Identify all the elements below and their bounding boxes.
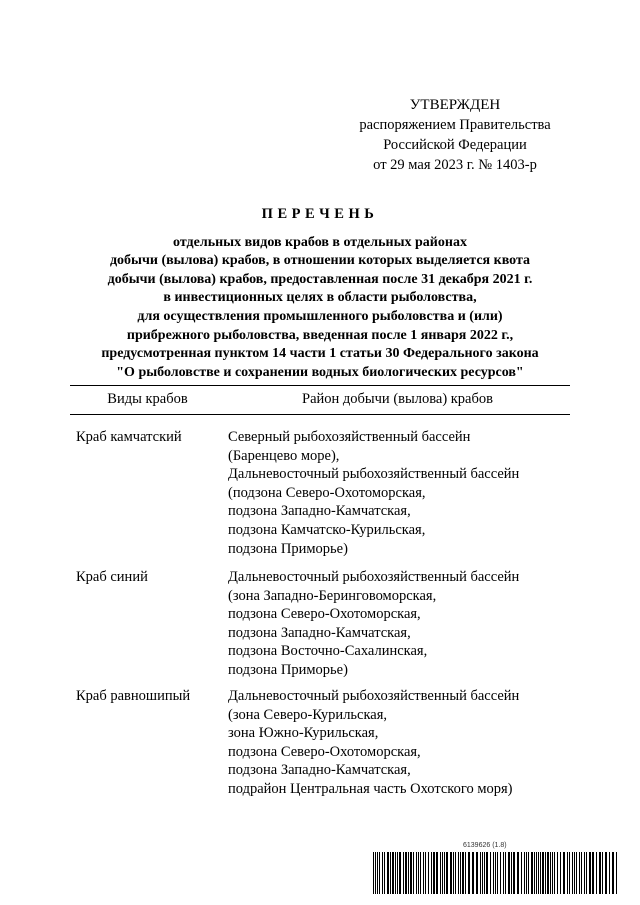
barcode-bar [446, 852, 448, 894]
species-name: Краб равношипый [76, 688, 191, 704]
barcode-bar [508, 852, 510, 894]
region-cell [228, 428, 573, 558]
barcode-bar [397, 852, 398, 894]
barcode-bar [517, 852, 519, 894]
barcode-bar [534, 852, 535, 894]
barcode-bar [528, 852, 529, 894]
barcode-bar [540, 852, 541, 894]
barcode-bar [472, 852, 474, 894]
barcode-bar [395, 852, 396, 894]
header-line: добычи (вылова) крабов, предоставленная после 31 декабря 2021 г. [107, 271, 533, 287]
region-line: Дальневосточный рыбохозяйственный бассейн [228, 688, 520, 704]
barcode-bar [410, 852, 412, 894]
barcode-bar [495, 852, 496, 894]
barcode-bar [423, 852, 424, 894]
barcode-bar [574, 852, 575, 894]
barcode-bar [403, 852, 404, 894]
region-line: подзона Западно-Камчатская, [228, 762, 411, 779]
barcode-bar [545, 852, 546, 894]
barcode-bar [599, 852, 601, 894]
header-line: в инвестиционных целях в области рыболовства, [163, 290, 477, 306]
barcode-image [372, 852, 618, 894]
barcode-bar [521, 852, 522, 894]
barcode-bar [557, 852, 558, 894]
barcode-bar [609, 852, 610, 894]
document-header [60, 205, 580, 382]
barcode-bar [503, 852, 504, 894]
table-header [70, 385, 570, 415]
barcode-bar [497, 852, 498, 894]
barcode-bar [554, 852, 555, 894]
header-line: добычи (вылова) крабов, в отношении которых выделяется квота [109, 253, 531, 269]
region-cell [228, 568, 573, 680]
barcode-bar [493, 852, 494, 894]
region-cell [228, 687, 573, 799]
barcode-bar [450, 852, 452, 894]
column-header-region: Район добычи (вылова) крабов [302, 391, 493, 407]
barcode-bar [425, 852, 426, 894]
region-line: Дальневосточный рыбохозяйственный бассейн [228, 569, 520, 585]
barcode-bar [480, 852, 481, 894]
barcode-bar [476, 852, 478, 894]
barcode-bar [596, 852, 597, 894]
header-line: для осуществления промышленного рыболовства и (или) [137, 308, 503, 324]
barcode-bar [524, 852, 525, 894]
barcode-bar [420, 852, 421, 894]
barcode-bar [602, 852, 603, 894]
barcode-bar [511, 852, 512, 894]
approval-line-3: от 29 мая 2023 г. № 1403-р [373, 157, 537, 173]
barcode-bar [536, 852, 537, 894]
column-header-species: Виды крабов [107, 391, 188, 407]
barcode-bar [462, 852, 464, 894]
barcode-bar [390, 852, 391, 894]
barcode-icon [372, 852, 618, 894]
barcode-bar [605, 852, 607, 894]
barcode-bar [482, 852, 483, 894]
header-line: прибрежного рыболовства, введенная после 1 января 2022 г., [126, 327, 514, 343]
barcode-bar [442, 852, 443, 894]
barcode-bar [538, 852, 539, 894]
barcode-bar [592, 852, 594, 894]
barcode-bar [586, 852, 587, 894]
barcode-bar [484, 852, 485, 894]
barcode-bar [387, 852, 389, 894]
header-line: "О рыболовстве и сохранении водных биологических ресурсов" [116, 364, 524, 380]
barcode-bar [418, 852, 419, 894]
barcode-bar [433, 852, 435, 894]
barcode-bar [413, 852, 414, 894]
approved-stamp-title: УТВЕРЖДЕН [409, 97, 501, 113]
species-name: Краб камчатский [76, 429, 182, 445]
barcode-bar [436, 852, 438, 894]
barcode-bar [531, 852, 533, 894]
barcode-bar [581, 852, 582, 894]
region-line: (зона Западно-Беринговоморская, [228, 587, 437, 604]
barcode-bar [458, 852, 459, 894]
region-line: подзона Западно-Камчатская, [228, 503, 411, 520]
region-line: зона Южно-Курильская, [228, 725, 379, 742]
barcode-number: 6139626 (1.8) [463, 842, 507, 849]
barcode-bar [408, 852, 409, 894]
region-line: (подзона Северо-Охотоморская, [228, 484, 426, 501]
barcode-bar [428, 852, 429, 894]
barcode-bar [453, 852, 454, 894]
region-line: (Баренцево море), [228, 447, 340, 464]
region-line: подзона Северо-Охотоморская, [228, 606, 421, 623]
region-line: Северный рыбохозяйственный бассейн [228, 429, 471, 445]
barcode-bar [572, 852, 573, 894]
barcode-bar [392, 852, 394, 894]
barcode-bar [560, 852, 561, 894]
barcode-bar [375, 852, 376, 894]
barcode-bar [500, 852, 501, 894]
barcode-bar [384, 852, 385, 894]
barcode-bar [563, 852, 565, 894]
barcode-bar [468, 852, 470, 894]
barcode-bar [444, 852, 445, 894]
barcode-bar [567, 852, 568, 894]
region-line: подзона Камчатско-Курильская, [228, 521, 426, 538]
barcode-bar [579, 852, 580, 894]
header-line: отдельных видов крабов в отдельных районах [173, 234, 467, 250]
approval-line-2: Российской Федерации [383, 137, 527, 153]
barcode-bar [569, 852, 570, 894]
approval-line-1: распоряжением Правительства [359, 117, 551, 133]
barcode-bar [612, 852, 614, 894]
barcode-bar [379, 852, 380, 894]
barcode-bar [416, 852, 417, 894]
barcode-bar [431, 852, 432, 894]
region-line: подзона Приморье) [228, 661, 348, 678]
approval-block [340, 95, 570, 175]
region-line: Дальневосточный рыбохозяйственный бассейн [228, 466, 520, 483]
region-line: подзона Северо-Охотоморская, [228, 743, 421, 760]
barcode-bar [382, 852, 383, 894]
document-title: ПЕРЕЧЕНЬ [261, 206, 379, 222]
region-line: подрайон Центральная часть Охотского моря) [228, 780, 513, 797]
region-line: подзона Западно-Камчатская, [228, 624, 411, 641]
barcode-bar [616, 852, 617, 894]
barcode-bar [552, 852, 553, 894]
barcode-bar [373, 852, 374, 894]
barcode-bar [513, 852, 515, 894]
barcode-bar [460, 852, 461, 894]
barcode-bar [576, 852, 577, 894]
barcode-bar [399, 852, 401, 894]
barcode-bar [440, 852, 441, 894]
barcode-bar [490, 852, 491, 894]
barcode-bar [405, 852, 407, 894]
barcode-bar [584, 852, 585, 894]
species-name: Краб синий [76, 569, 148, 585]
barcode-bar [486, 852, 488, 894]
barcode-bar [526, 852, 527, 894]
barcode-bar [542, 852, 544, 894]
barcode-bar [547, 852, 549, 894]
barcode-bar [377, 852, 378, 894]
barcode-bar [589, 852, 591, 894]
barcode-bar [550, 852, 551, 894]
region-line: подзона Приморье) [228, 540, 348, 557]
barcode-bar [455, 852, 456, 894]
barcode-bar [505, 852, 506, 894]
barcode-bar [465, 852, 466, 894]
region-line: подзона Восточно-Сахалинская, [228, 643, 428, 660]
region-line: (зона Северо-Курильская, [228, 706, 388, 723]
header-line: предусмотренная пунктом 14 части 1 статьи 30 Федерального закона [101, 346, 539, 362]
